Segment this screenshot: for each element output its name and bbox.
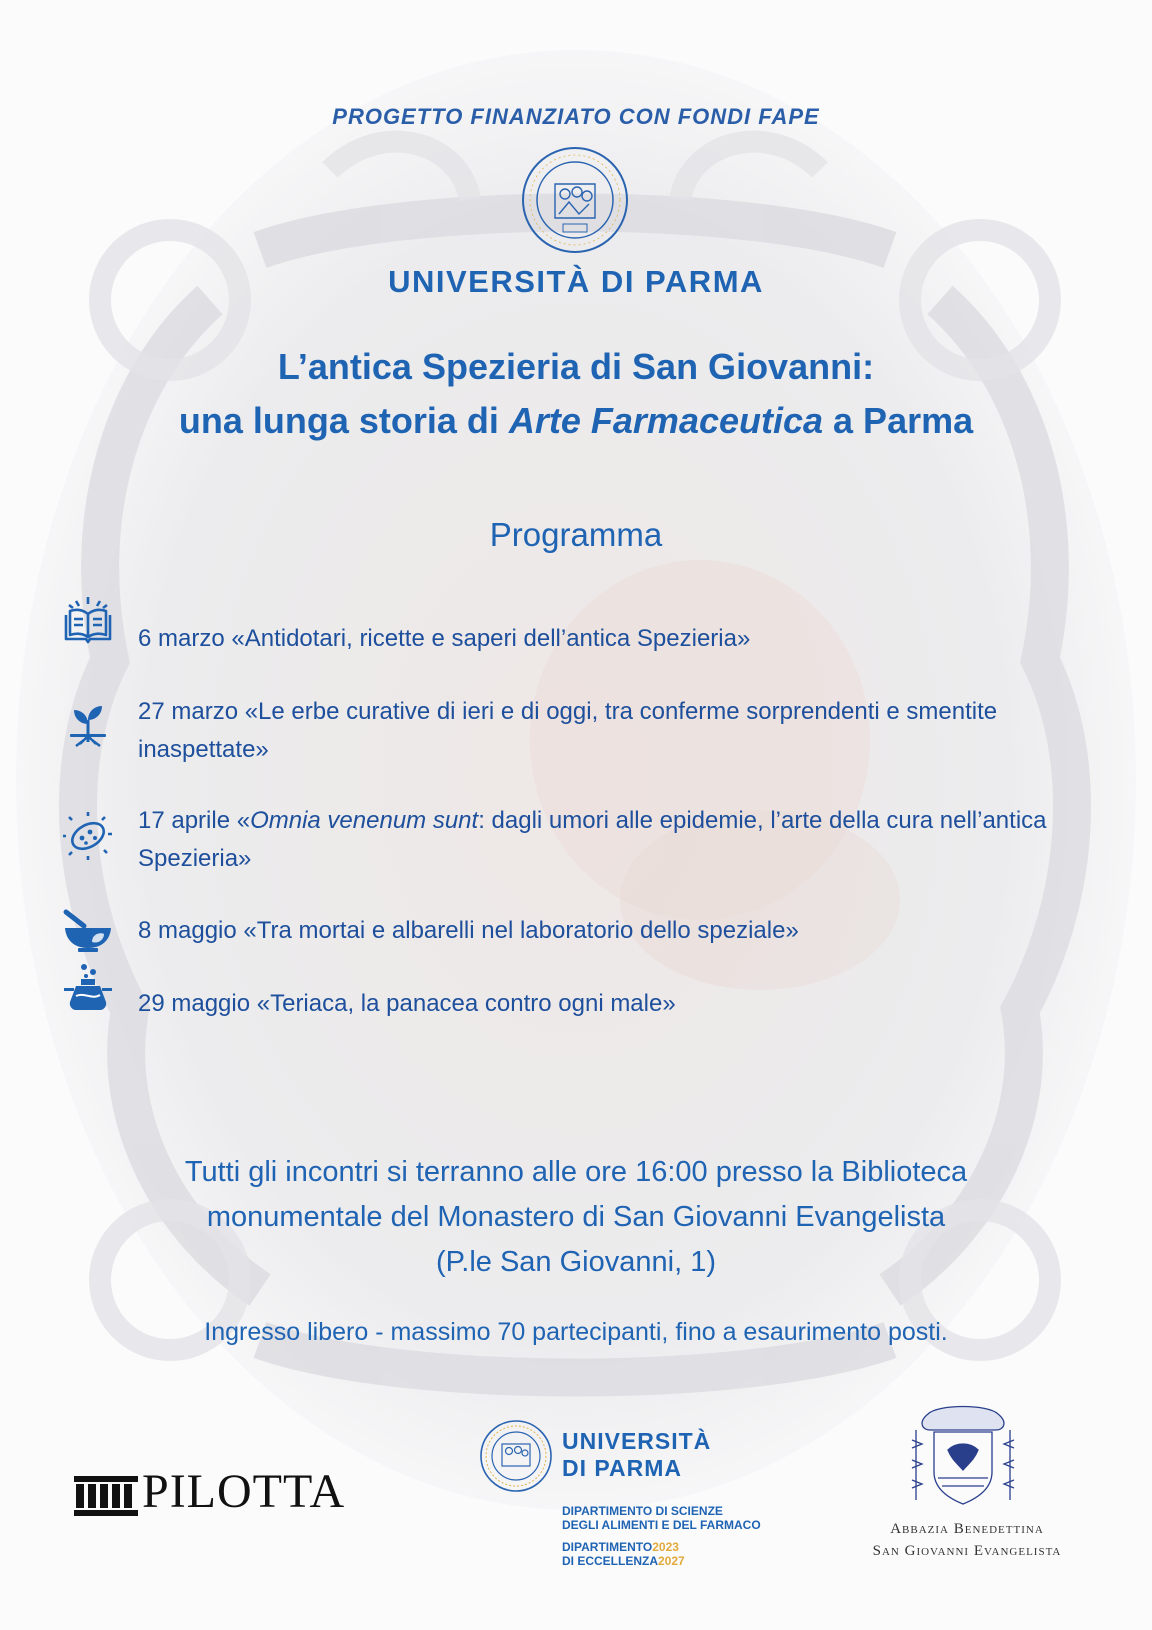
program-item-4-text: 8 maggio «Tra mortai e albarelli nel laboratorio dello speziale» <box>138 917 799 944</box>
excellence-line-1 <box>562 1540 685 1554</box>
university-seal-small-logo <box>478 1418 554 1494</box>
dept-university-line-2: DI PARMA <box>562 1455 683 1481</box>
program-item-1-text: 6 marzo «Antidotari, ricette e saperi dell’antica Spezieria» <box>138 625 751 652</box>
department-line-1: DIPARTIMENTO DI SCIENZE <box>562 1504 723 1518</box>
title-line-2-end: a Parma <box>823 400 974 441</box>
program-item-3-emphasis: Omnia venenum sunt <box>250 807 479 834</box>
plant-sprout-icon <box>62 698 114 750</box>
abbey-name <box>832 1518 1102 1562</box>
program-item-5 <box>138 985 1088 1023</box>
excellence-line-2 <box>562 1554 685 1568</box>
program-item-1 <box>138 620 1088 658</box>
venue-line-3: (P.le San Giovanni, 1) <box>436 1246 716 1278</box>
title-line-2 <box>0 394 1152 448</box>
excellence-year-end: 2027 <box>658 1554 685 1568</box>
pilotta-logo <box>74 1465 346 1518</box>
title-line-1: L’antica Spezieria di San Giovanni: <box>277 346 875 387</box>
department-name <box>562 1504 761 1532</box>
excellence-badge <box>562 1540 685 1568</box>
program-item-3-text-end: : dagli umori alle epidemie, l’arte della cura nell’antica Spezieria» <box>138 807 1047 872</box>
mortar-pestle-icon <box>62 906 114 958</box>
program-item-3-text-start: 17 aprile « <box>138 807 251 834</box>
title-emphasis: Arte Farmaceutica <box>508 400 824 441</box>
abbey-coat-of-arms <box>908 1400 1018 1512</box>
venue-line-2: monumentale del Monastero di San Giovanni Evangelista <box>206 1201 946 1233</box>
program-item-5-text: 29 maggio «Teriaca, la panacea contro ogni male» <box>138 990 676 1017</box>
abbey-line-1: Abbazia Benedettina <box>890 1521 1044 1537</box>
dept-university-name <box>562 1428 711 1482</box>
excellence-label-1: DIPARTIMENTO <box>562 1540 653 1554</box>
program-item-3 <box>138 802 1088 878</box>
event-title <box>0 340 1152 448</box>
program-heading: Programma <box>489 516 663 553</box>
bacterium-icon <box>62 810 114 862</box>
excellence-label-2: DI ECCELLENZA <box>562 1554 658 1568</box>
university-seal-logo <box>519 144 631 256</box>
abbey-line-2: San Giovanni Evangelista <box>872 1543 1062 1559</box>
pilotta-name: PILOTTA <box>142 1465 346 1518</box>
excellence-year-start: 2023 <box>652 1540 679 1554</box>
program-item-4 <box>138 912 1088 950</box>
program-item-2 <box>138 693 1088 769</box>
program-item-2-text: 27 marzo «Le erbe curative di ieri e di oggi, tra conferme sorprendenti e smentite inaspettate» <box>138 698 998 763</box>
open-book-icon <box>62 595 114 647</box>
title-line-2-start: una lunga storia di <box>178 400 509 441</box>
dept-university-line-1: UNIVERSITÀ <box>562 1428 712 1454</box>
department-line-2: DEGLI ALIMENTI E DEL FARMACO <box>562 1518 761 1532</box>
potion-flask-icon <box>62 962 114 1014</box>
funding-note: PROGETTO FINANZIATO CON FONDI FAPE <box>332 104 820 129</box>
university-name: UNIVERSITÀ DI PARMA <box>388 264 764 299</box>
venue-info <box>0 1150 1152 1285</box>
pilotta-colonnade-icon <box>74 1476 138 1516</box>
entry-note: Ingresso libero - massimo 70 partecipanti, fino a esaurimento posti. <box>204 1318 948 1346</box>
venue-line-1: Tutti gli incontri si terranno alle ore 16:00 presso la Biblioteca <box>184 1156 968 1188</box>
